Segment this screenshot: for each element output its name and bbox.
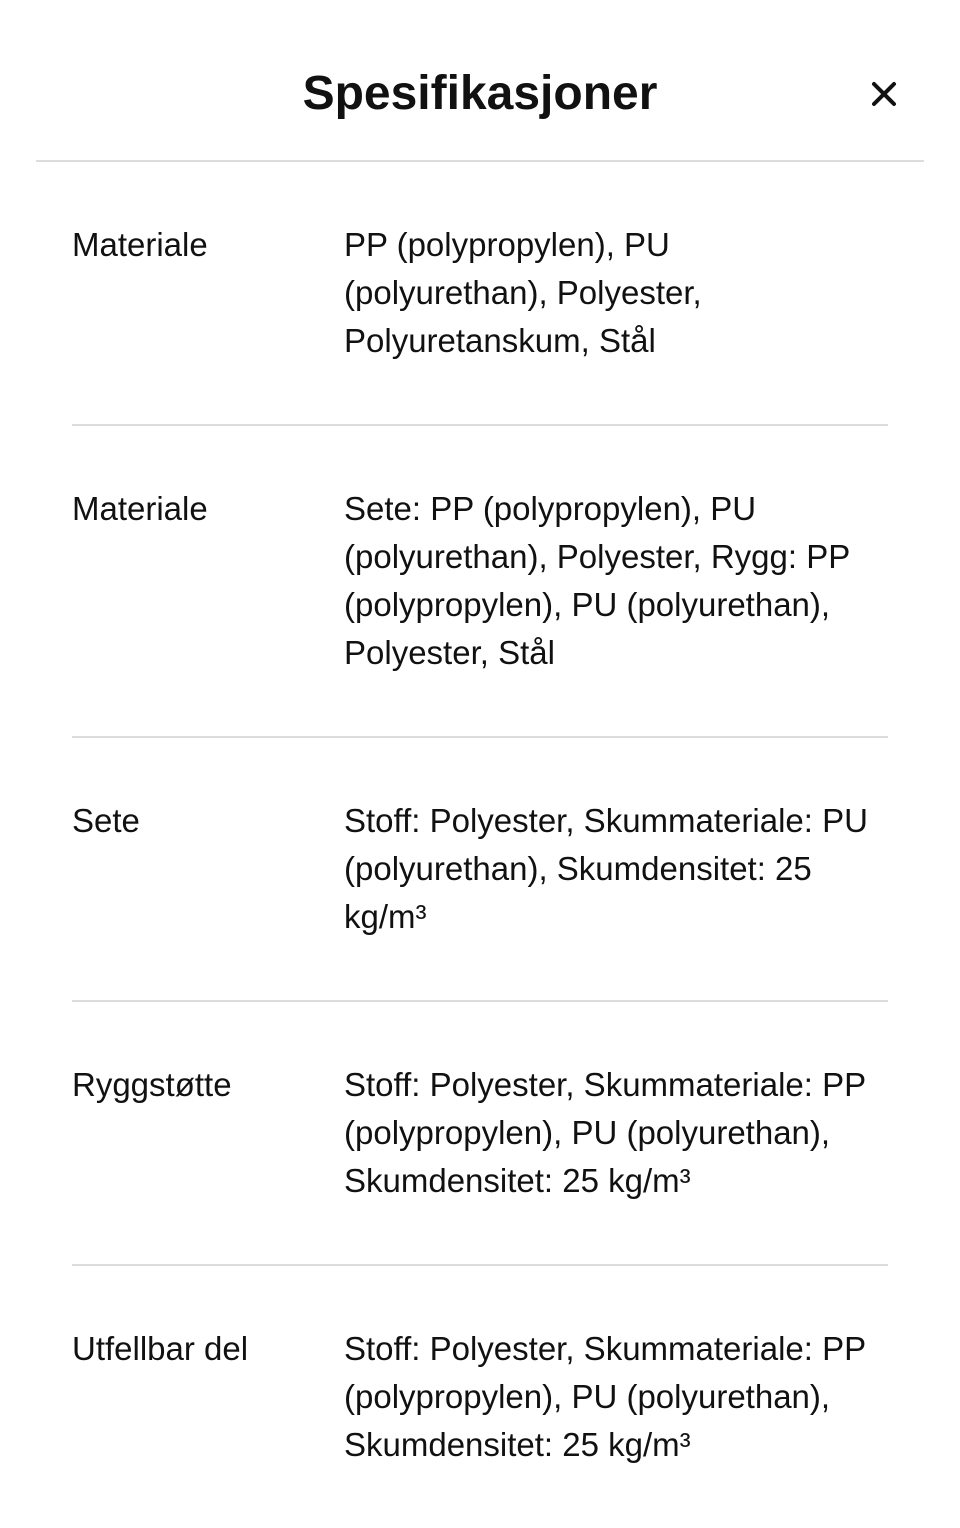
spec-label: Ryggstøtte [72, 1066, 232, 1103]
spec-label: Materiale [72, 490, 208, 527]
spec-value: PP (polypropylen), PU (polyurethan), Polyester, Polyuretanskum, Stål [344, 226, 702, 359]
spec-label: Utfellbar del [72, 1330, 249, 1367]
spec-row-sete [72, 738, 888, 1002]
spec-row-utfellbar-del [72, 1266, 888, 1528]
spec-row-ryggstotte [72, 1002, 888, 1266]
spec-label: Sete [72, 802, 140, 839]
spec-value: Stoff: Polyester, Skummateriale: PP (polypropylen), PU (polyurethan), Skumdensitet: 25 kg/m³ [344, 1066, 866, 1199]
spec-value: Stoff: Polyester, Skummateriale: PP (polypropylen), PU (polyurethan), Skumdensitet: 25 kg/m³ [344, 1330, 866, 1463]
close-icon[interactable] [871, 81, 897, 112]
spec-label: Materiale [72, 226, 208, 263]
spec-value: Stoff: Polyester, Skummateriale: PU (polyurethan), Skumdensitet: 25 kg/m³ [344, 802, 868, 935]
spec-list [72, 162, 888, 1528]
modal-title: Spesifikasjoner [302, 67, 658, 120]
close-button[interactable] [862, 74, 906, 118]
spec-row-materiale-1 [72, 162, 888, 426]
spec-row-materiale-2 [72, 426, 888, 738]
spec-value: Sete: PP (polypropylen), PU (polyurethan), Polyester, Rygg: PP (polypropylen), PU (polyurethan), Polyester, Stål [344, 490, 850, 671]
modal-header [36, 0, 924, 162]
